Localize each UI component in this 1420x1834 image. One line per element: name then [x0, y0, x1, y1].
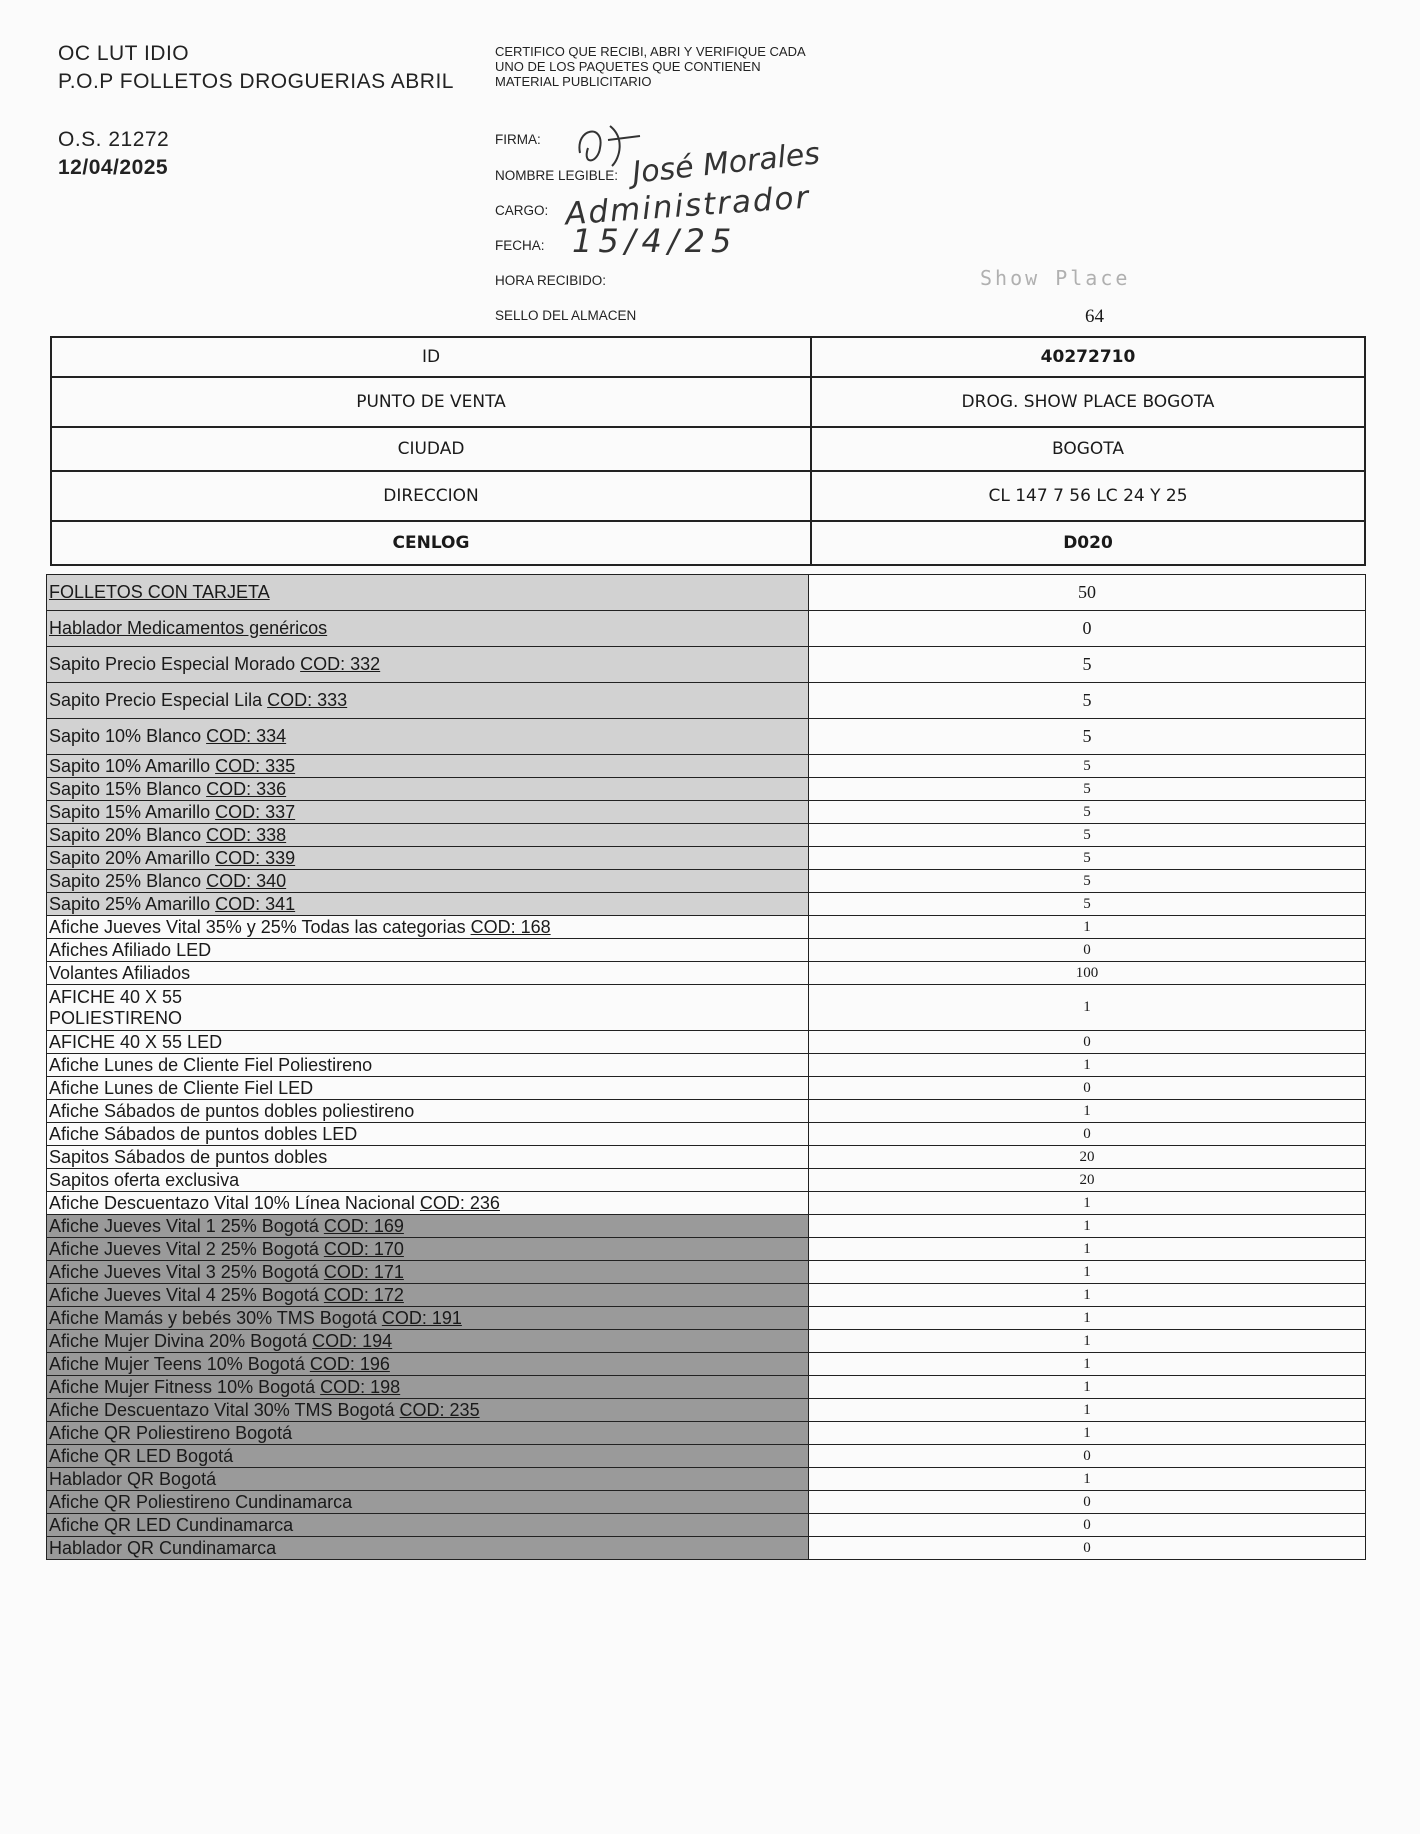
item-name: Hablador Medicamentos genéricos	[49, 618, 328, 638]
item-name: Sapito 10% Blanco	[49, 726, 207, 746]
item-label	[47, 962, 809, 985]
item-row	[47, 1192, 1366, 1215]
sheet-number: 64	[1085, 306, 1104, 327]
item-code: COD: 235	[399, 1399, 480, 1420]
item-code: COD: 168	[470, 916, 551, 937]
fecha-value: 15/4/25	[572, 222, 738, 260]
item-name: Afiches Afiliado LED	[49, 939, 212, 960]
item-label	[47, 1514, 809, 1537]
item-row	[47, 1445, 1366, 1468]
item-row	[47, 575, 1366, 611]
item-name: Sapito Precio Especial Morado	[49, 654, 301, 674]
item-quantity: 1	[809, 1100, 1366, 1123]
item-quantity: 1	[809, 1307, 1366, 1330]
item-code: COD: 339	[215, 847, 296, 868]
item-name: FOLLETOS CON TARJETA	[49, 582, 270, 602]
item-label	[47, 647, 809, 683]
item-quantity: 5	[809, 647, 1366, 683]
item-name: Sapito Precio Especial Lila	[49, 690, 268, 710]
item-row	[47, 1100, 1366, 1123]
item-quantity: 5	[809, 847, 1366, 870]
item-name: Sapito 10% Amarillo	[49, 755, 216, 776]
item-label	[47, 893, 809, 916]
item-row	[47, 939, 1366, 962]
item-row	[47, 1261, 1366, 1284]
item-name: AFICHE 40 X 55	[49, 986, 183, 1007]
item-name: Afiche QR LED Cundinamarca	[49, 1514, 294, 1535]
item-label	[47, 575, 809, 611]
item-label	[47, 1123, 809, 1146]
item-label	[47, 1284, 809, 1307]
item-name: Sapitos oferta exclusiva	[49, 1169, 240, 1190]
item-name: Afiche Mujer Divina 20% Bogotá	[49, 1330, 313, 1351]
item-name: AFICHE 40 X 55 LED	[49, 1031, 223, 1052]
item-row	[47, 1284, 1366, 1307]
item-name: Sapito 25% Amarillo	[49, 893, 216, 914]
item-name: Afiche Sábados de puntos dobles poliestireno	[49, 1100, 415, 1121]
item-name: Afiche Sábados de puntos dobles LED	[49, 1123, 358, 1144]
item-label	[47, 1238, 809, 1261]
item-row	[47, 1468, 1366, 1491]
item-code: COD: 341	[215, 893, 296, 914]
item-name: Afiche Jueves Vital 1 25% Bogotá	[49, 1215, 324, 1236]
info-row	[51, 521, 1365, 565]
cargo-value: Administrador	[564, 179, 812, 233]
item-quantity: 0	[809, 1077, 1366, 1100]
item-quantity: 5	[809, 755, 1366, 778]
item-row	[47, 1537, 1366, 1560]
item-quantity: 1	[809, 1468, 1366, 1491]
item-row	[47, 985, 1366, 1031]
item-code: COD: 191	[381, 1307, 462, 1328]
item-row	[47, 1330, 1366, 1353]
item-name: Afiche Jueves Vital 3 25% Bogotá	[49, 1261, 324, 1282]
item-label	[47, 870, 809, 893]
item-quantity: 1	[809, 1238, 1366, 1261]
item-row	[47, 1238, 1366, 1261]
item-label	[47, 1031, 809, 1054]
item-quantity: 1	[809, 1376, 1366, 1399]
info-row	[51, 377, 1365, 427]
item-quantity: 5	[809, 870, 1366, 893]
item-name-line2: POLIESTIRENO	[49, 1007, 183, 1028]
item-label	[47, 1445, 809, 1468]
item-name: Sapitos Sábados de puntos dobles	[49, 1146, 328, 1167]
item-code: COD: 333	[267, 690, 348, 710]
item-quantity: 1	[809, 1399, 1366, 1422]
hora-label: HORA RECIBIDO:	[495, 273, 607, 288]
item-row	[47, 1307, 1366, 1330]
cargo-label: CARGO:	[495, 203, 549, 218]
item-quantity: 100	[809, 962, 1366, 985]
item-code: COD: 170	[323, 1238, 404, 1259]
header-line1: OC LUT IDIO	[58, 42, 190, 65]
item-row	[47, 1376, 1366, 1399]
item-label	[47, 683, 809, 719]
item-code: COD: 171	[323, 1261, 404, 1282]
item-row	[47, 893, 1366, 916]
info-label: ID	[51, 337, 811, 377]
item-code: COD: 196	[309, 1353, 390, 1374]
item-label	[47, 1261, 809, 1284]
item-row	[47, 719, 1366, 755]
item-label	[47, 1146, 809, 1169]
item-name: Afiche Jueves Vital 35% y 25% Todas las categorias	[49, 916, 471, 937]
item-quantity: 1	[809, 1054, 1366, 1077]
item-label	[47, 1537, 809, 1560]
header-title: P.O.P FOLLETOS DROGUERIAS ABRIL	[58, 70, 454, 93]
item-code: COD: 194	[312, 1330, 393, 1351]
item-label	[47, 1330, 809, 1353]
item-name: Afiche Mamás y bebés 30% TMS Bogotá	[49, 1307, 382, 1328]
item-label	[47, 1399, 809, 1422]
item-name: Hablador QR Cundinamarca	[49, 1537, 277, 1558]
item-quantity: 1	[809, 1261, 1366, 1284]
info-label: DIRECCION	[51, 471, 811, 521]
item-quantity: 0	[809, 1491, 1366, 1514]
item-name: Afiche Lunes de Cliente Fiel LED	[49, 1077, 314, 1098]
sello-label: SELLO DEL ALMACEN	[495, 308, 637, 323]
item-row	[47, 1123, 1366, 1146]
item-label	[47, 755, 809, 778]
firma-label: FIRMA:	[495, 132, 541, 147]
item-quantity: 0	[809, 1445, 1366, 1468]
item-code: COD: 236	[419, 1192, 500, 1213]
item-quantity: 0	[809, 1514, 1366, 1537]
item-label	[47, 1100, 809, 1123]
item-name: Afiche QR LED Bogotá	[49, 1445, 234, 1466]
item-name: Sapito 20% Amarillo	[49, 847, 216, 868]
info-value: D020	[811, 521, 1365, 565]
item-row	[47, 1422, 1366, 1445]
item-code: COD: 336	[206, 778, 287, 799]
item-row	[47, 611, 1366, 647]
item-code: COD: 338	[206, 824, 287, 845]
item-name: Afiche Lunes de Cliente Fiel Poliestireno	[49, 1054, 373, 1075]
item-label	[47, 1376, 809, 1399]
item-row	[47, 683, 1366, 719]
item-quantity: 1	[809, 1330, 1366, 1353]
item-label	[47, 719, 809, 755]
info-row	[51, 427, 1365, 471]
item-quantity: 5	[809, 824, 1366, 847]
item-row	[47, 1491, 1366, 1514]
item-name: Afiche Mujer Fitness 10% Bogotá	[49, 1376, 321, 1397]
item-quantity: 1	[809, 1353, 1366, 1376]
item-row	[47, 1031, 1366, 1054]
item-row	[47, 1077, 1366, 1100]
fecha-label: FECHA:	[495, 238, 545, 253]
item-label	[47, 916, 809, 939]
item-row	[47, 1215, 1366, 1238]
item-label	[47, 1491, 809, 1514]
item-quantity: 5	[809, 719, 1366, 755]
item-row	[47, 801, 1366, 824]
item-quantity: 0	[809, 1031, 1366, 1054]
item-row	[47, 1514, 1366, 1537]
item-name: Afiche QR Poliestireno Bogotá	[49, 1422, 293, 1443]
item-name: Afiche Mujer Teens 10% Bogotá	[49, 1353, 310, 1374]
item-label	[47, 1215, 809, 1238]
item-quantity: 1	[809, 1422, 1366, 1445]
header-block	[58, 40, 454, 182]
item-quantity: 0	[809, 939, 1366, 962]
item-label	[47, 1422, 809, 1445]
item-row	[47, 962, 1366, 985]
item-name: Sapito 15% Blanco	[49, 778, 207, 799]
item-name: Afiche Descuentazo Vital 10% Línea Nacional	[49, 1192, 420, 1213]
item-quantity: 5	[809, 893, 1366, 916]
item-quantity: 1	[809, 916, 1366, 939]
item-label	[47, 1307, 809, 1330]
item-row	[47, 778, 1366, 801]
item-label	[47, 778, 809, 801]
item-label	[47, 1054, 809, 1077]
item-name: Sapito 15% Amarillo	[49, 801, 216, 822]
item-label	[47, 611, 809, 647]
item-row	[47, 847, 1366, 870]
nombre-label: NOMBRE LEGIBLE:	[495, 168, 619, 183]
header-date: 12/04/2025	[58, 156, 169, 179]
item-quantity: 0	[809, 1123, 1366, 1146]
info-value: BOGOTA	[811, 427, 1365, 471]
item-name: Sapito 20% Blanco	[49, 824, 207, 845]
item-quantity: 1	[809, 1284, 1366, 1307]
item-row	[47, 824, 1366, 847]
info-row	[51, 471, 1365, 521]
item-name: Hablador QR Bogotá	[49, 1468, 217, 1489]
item-quantity: 0	[809, 611, 1366, 647]
item-name: Afiche QR Poliestireno Cundinamarca	[49, 1491, 353, 1512]
item-row	[47, 1054, 1366, 1077]
item-label	[47, 847, 809, 870]
item-row	[47, 1399, 1366, 1422]
item-row	[47, 870, 1366, 893]
item-code: COD: 340	[206, 870, 287, 891]
item-quantity: 1	[809, 1215, 1366, 1238]
item-row	[47, 1169, 1366, 1192]
item-quantity: 0	[809, 1537, 1366, 1560]
items-table	[46, 574, 1366, 1560]
item-label	[47, 1468, 809, 1491]
item-quantity: 5	[809, 683, 1366, 719]
item-name: Afiche Jueves Vital 2 25% Bogotá	[49, 1238, 324, 1259]
item-quantity: 20	[809, 1146, 1366, 1169]
item-label	[47, 801, 809, 824]
item-name: Afiche Descuentazo Vital 30% TMS Bogotá	[49, 1399, 400, 1420]
item-label	[47, 1353, 809, 1376]
item-quantity: 1	[809, 985, 1366, 1031]
item-label	[47, 1192, 809, 1215]
store-info-table	[50, 336, 1366, 566]
info-label: PUNTO DE VENTA	[51, 377, 811, 427]
item-code: COD: 337	[215, 801, 296, 822]
info-label: CENLOG	[51, 521, 811, 565]
info-value: 40272710	[811, 337, 1365, 377]
item-label	[47, 939, 809, 962]
info-row	[51, 337, 1365, 377]
item-code: COD: 172	[323, 1284, 404, 1305]
info-value: DROG. SHOW PLACE BOGOTA	[811, 377, 1365, 427]
info-value: CL 147 7 56 LC 24 Y 25	[811, 471, 1365, 521]
item-code: COD: 198	[320, 1376, 401, 1397]
item-code: COD: 332	[300, 654, 381, 674]
order-number: O.S. 21272	[58, 128, 170, 151]
item-code: COD: 169	[323, 1215, 404, 1236]
item-row	[47, 1146, 1366, 1169]
item-row	[47, 1353, 1366, 1376]
info-label: CIUDAD	[51, 427, 811, 471]
item-code: COD: 334	[206, 726, 287, 746]
item-label	[47, 985, 809, 1031]
item-code: COD: 335	[215, 755, 296, 776]
item-row	[47, 755, 1366, 778]
item-row	[47, 916, 1366, 939]
item-label	[47, 824, 809, 847]
item-quantity: 5	[809, 801, 1366, 824]
nombre-value: José Morales	[630, 136, 822, 191]
certification-text: CERTIFICO QUE RECIBI, ABRI Y VERIFIQUE CADA UNO DE LOS PAQUETES QUE CONTIENEN MATERIAL PUBLICITARIO	[495, 44, 805, 89]
item-label	[47, 1169, 809, 1192]
item-name: Volantes Afiliados	[49, 962, 191, 983]
item-row	[47, 647, 1366, 683]
item-name: Afiche Jueves Vital 4 25% Bogotá	[49, 1284, 324, 1305]
item-quantity: 50	[809, 575, 1366, 611]
store-stamp: Show Place	[980, 266, 1131, 290]
item-quantity: 5	[809, 778, 1366, 801]
item-name: Sapito 25% Blanco	[49, 870, 207, 891]
item-quantity: 1	[809, 1192, 1366, 1215]
item-quantity: 20	[809, 1169, 1366, 1192]
item-label	[47, 1077, 809, 1100]
